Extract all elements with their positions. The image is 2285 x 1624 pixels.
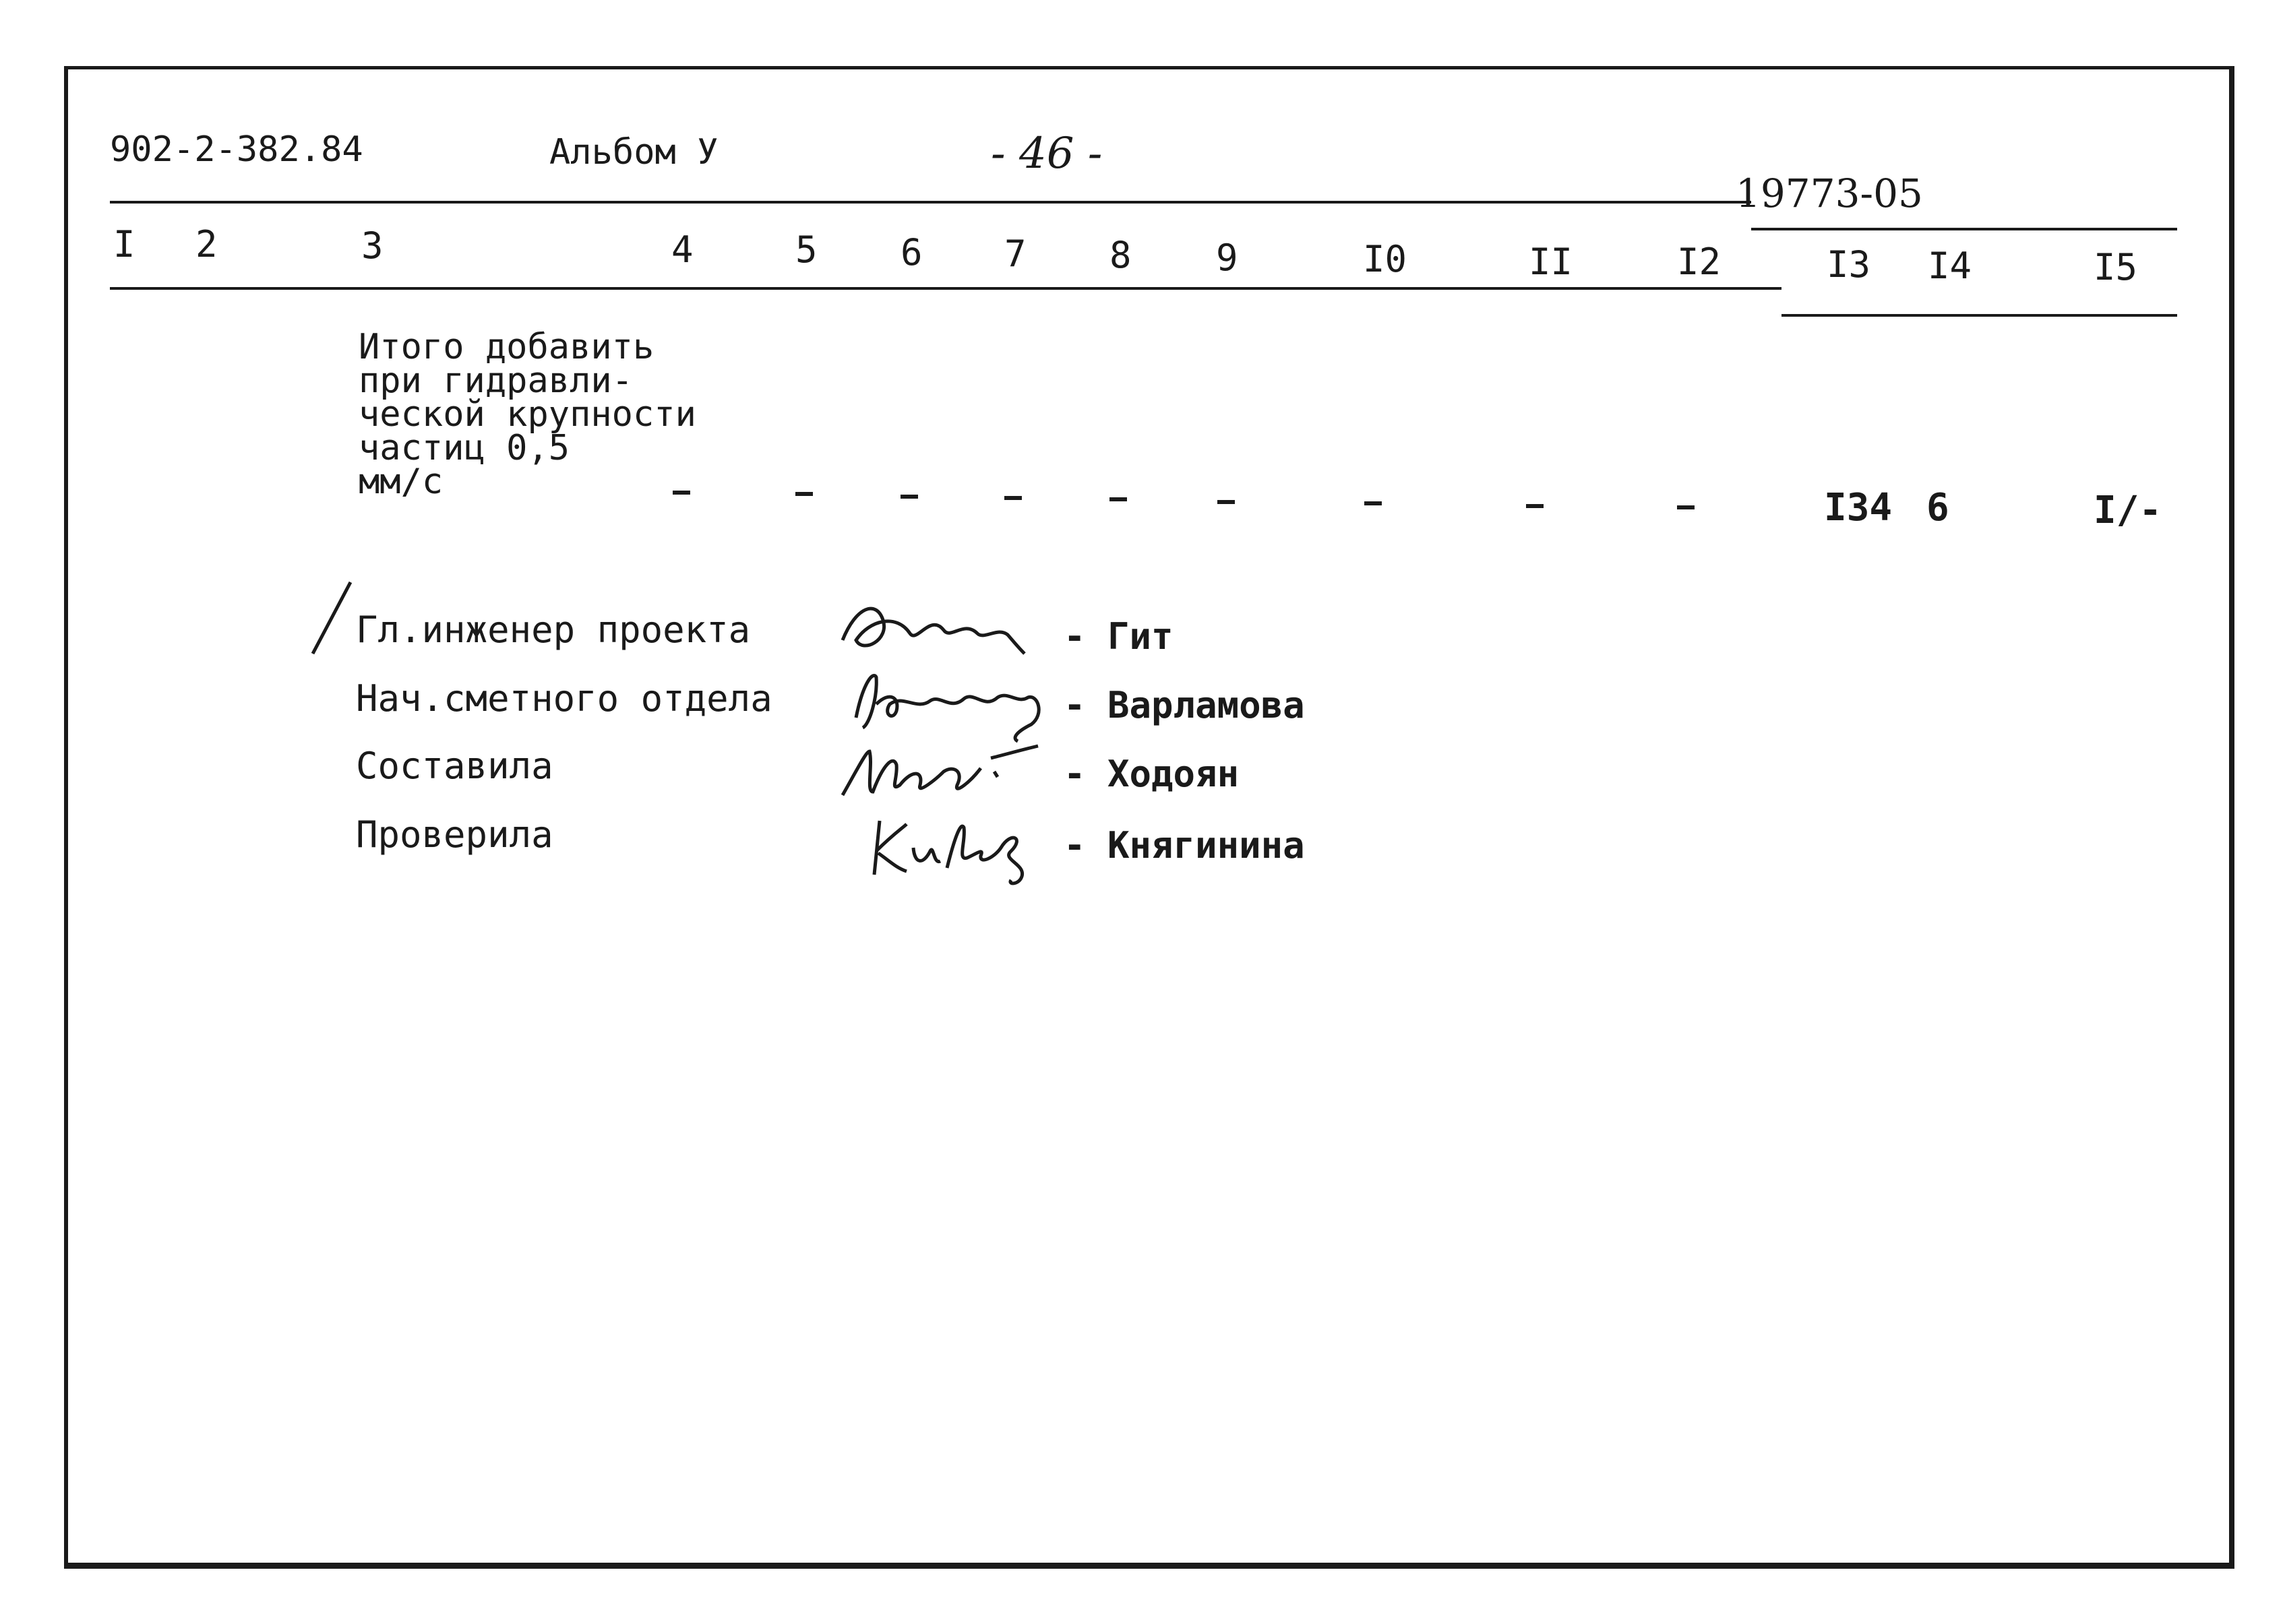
row-description-line: Итого добавить (359, 327, 654, 367)
page-number: - 46 - (991, 129, 1103, 179)
row-description-line: ческой крупности (359, 394, 696, 435)
signature-name-head-estimates: - Варламова (1064, 684, 1305, 726)
cell-col-13-value: I34 (1824, 486, 1893, 530)
row-description-line: при гидравли- (359, 361, 633, 401)
cell-col-14-value: 6 (1926, 486, 1949, 530)
header-rule-top-right (1751, 228, 2177, 230)
column-header-12: I2 (1677, 241, 1722, 283)
signature-name-chief-engineer: - Гит (1064, 615, 1174, 658)
cell-col-11-dash (1526, 504, 1544, 508)
column-header-11: II (1529, 241, 1573, 283)
column-header-5: 5 (795, 228, 818, 271)
signature-role-checked-by: Проверила (356, 813, 553, 856)
header-rule-bottom-left (110, 287, 1781, 290)
signature-role-head-estimates: Нач.сметного отдела (356, 677, 772, 720)
cell-col-8-dash (1109, 497, 1127, 501)
column-header-6: 6 (901, 231, 923, 274)
column-header-14: I4 (1928, 245, 1972, 287)
cell-col-4-dash (673, 491, 690, 495)
column-header-13: I3 (1827, 243, 1871, 286)
cell-col-7-dash (1004, 496, 1022, 500)
column-header-7: 7 (1004, 232, 1027, 275)
archive-stamp-number: 19773-05 (1736, 170, 1923, 216)
cell-col-10-dash (1364, 501, 1382, 505)
signature-name-checked-by: - Княгинина (1064, 824, 1305, 867)
document-code: 902-2-382.84 (110, 129, 363, 170)
album-label: Альбом У (549, 132, 719, 173)
signature-role-chief-engineer: Гл.инженер проекта (356, 608, 751, 651)
header-rule-bottom-right (1781, 314, 2177, 317)
column-header-2: 2 (195, 223, 218, 266)
handwritten-signature-3 (836, 731, 1065, 805)
column-header-15: I5 (2094, 246, 2138, 288)
header-rule-top-left (110, 201, 1751, 204)
column-header-3: 3 (361, 224, 384, 267)
cell-col-9-dash (1217, 500, 1235, 504)
column-header-9: 9 (1216, 237, 1238, 279)
row-description (359, 327, 696, 502)
cell-col-6-dash (901, 495, 918, 499)
handwritten-signature-1 (836, 593, 1038, 667)
column-header-1: I (113, 223, 135, 266)
row-description-line: частиц 0,5 (359, 428, 570, 468)
row-description-line: мм/с (359, 462, 444, 502)
check-mark-stroke (303, 578, 357, 659)
handwritten-signature-4 (866, 801, 1068, 888)
column-header-8: 8 (1109, 234, 1132, 276)
signature-role-compiled-by: Составила (356, 745, 553, 787)
cell-col-5-dash (795, 492, 813, 496)
column-header-4: 4 (671, 228, 694, 271)
signature-name-compiled-by: - Ходоян (1064, 753, 1240, 795)
column-header-10: I0 (1363, 238, 1407, 280)
cell-col-12-dash (1677, 505, 1695, 509)
cell-col-15-value: I/- (2094, 489, 2162, 532)
